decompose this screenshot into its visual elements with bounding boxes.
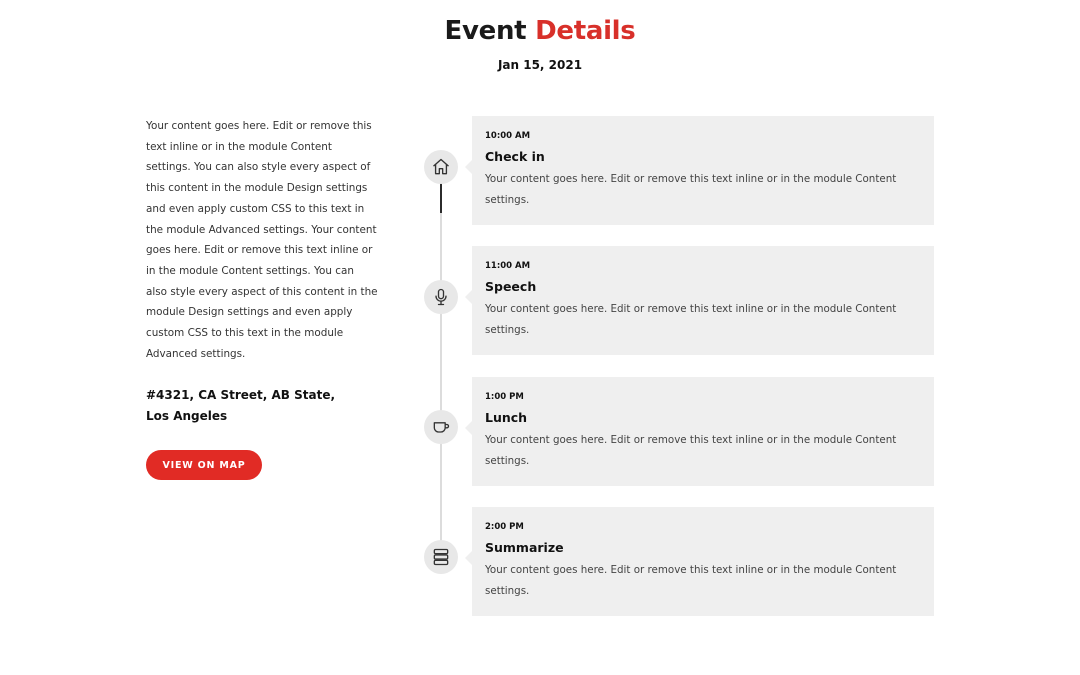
- home-icon: [431, 157, 451, 177]
- timeline-line: [440, 168, 442, 558]
- timeline-text: Your content goes here. Edit or remove this text inline or in the module Content settings.: [485, 173, 897, 206]
- timeline-node-3: [424, 410, 458, 444]
- timeline-title: Check in: [485, 149, 545, 164]
- timeline-time: 11:00 AM: [485, 261, 531, 271]
- event-date: Jan 15, 2021: [497, 58, 583, 72]
- timeline-time: 2:00 PM: [485, 522, 524, 532]
- timeline-time: 10:00 AM: [485, 131, 531, 141]
- address-line-1: #4321, CA Street, AB State,: [146, 388, 336, 402]
- microphone-icon: [431, 287, 451, 307]
- coffee-cup-icon: [431, 417, 451, 437]
- timeline-time: 1:00 PM: [485, 392, 524, 402]
- timeline-card-lunch: [472, 377, 934, 486]
- timeline-title: Speech: [485, 279, 537, 294]
- timeline-title: Lunch: [485, 410, 528, 425]
- timeline-card-check-in: [472, 116, 934, 225]
- timeline-text: Your content goes here. Edit or remove this text inline or in the module Content settings.: [485, 564, 897, 597]
- timeline-node-4: [424, 540, 458, 574]
- timeline-title: Summarize: [485, 540, 564, 555]
- title-accent: Details: [535, 16, 636, 46]
- address: [146, 385, 366, 427]
- title-main: Event: [444, 16, 527, 46]
- server-stack-icon: [431, 547, 451, 567]
- timeline-card-speech: [472, 246, 934, 355]
- view-on-map-button[interactable]: VIEW ON MAP: [146, 450, 262, 480]
- intro-text: Your content goes here. Edit or remove this text inline or in the module Content settings. You can also style every aspect of this content in the module Design settings and even apply custom CSS to this text in the module Advanced settings. Your content goes here. Edit or remove this text inline or in the module Content settings. You can also style every aspect of this content in the module Design settings and even apply custom CSS to this text in the module Advanced settings.: [146, 120, 378, 360]
- timeline-text: Your content goes here. Edit or remove this text inline or in the module Content settings.: [485, 303, 897, 336]
- timeline-card-summarize: [472, 507, 934, 616]
- timeline-text: Your content goes here. Edit or remove this text inline or in the module Content settings.: [485, 434, 897, 467]
- page-title: [0, 16, 1080, 46]
- timeline-node-2: [424, 280, 458, 314]
- timeline-node-1: [424, 150, 458, 184]
- address-line-2: Los Angeles: [146, 409, 228, 423]
